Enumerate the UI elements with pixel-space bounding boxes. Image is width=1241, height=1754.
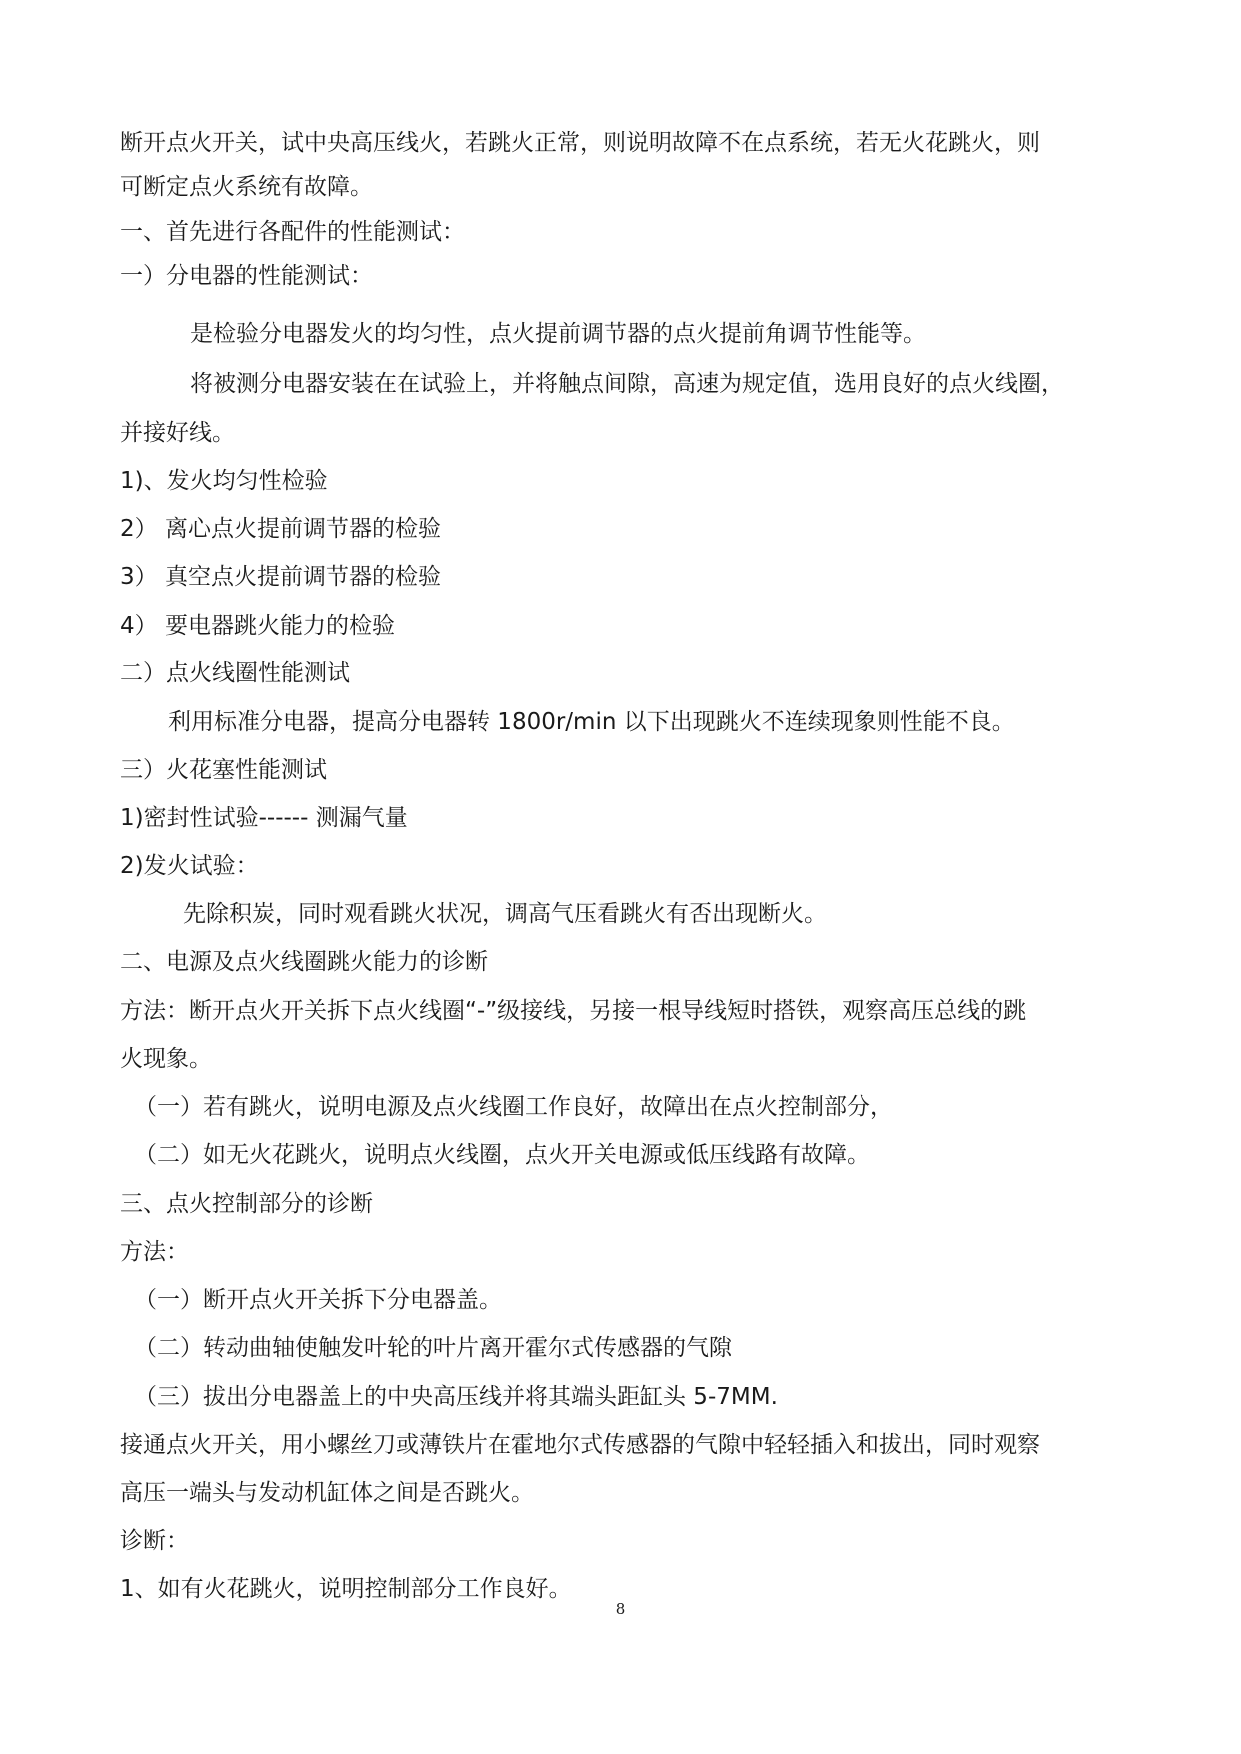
text-line: 是检验分电器发火的均匀性，点火提前调节器的点火提前角调节性能等。 xyxy=(190,321,926,347)
text-line: 利用标准分电器，提高分电器转 1800r/min 以下出现跳火不连续现象则性能不良。 xyxy=(168,709,1015,735)
text-line: 方法：断开点火开关拆下点火线圈“-”级接线，另接一根导线短时搭铁，观察高压总线的跳 xyxy=(120,998,1027,1024)
list-item: 4） 要电器跳火能力的检验 xyxy=(120,613,395,639)
list-item: 1)、发火均匀性检验 xyxy=(120,468,328,494)
text-line: 1、如有火花跳火，说明控制部分工作良好。 xyxy=(120,1576,572,1602)
text-line: 可断定点火系统有故障。 xyxy=(120,174,373,200)
list-item: 3） 真空点火提前调节器的检验 xyxy=(120,564,441,590)
section-heading: 二、电源及点火线圈跳火能力的诊断 xyxy=(120,949,488,975)
text-line: 将被测分电器安装在在试验上，并将触点间隙，高速为规定值，选用良好的点火线圈， xyxy=(190,371,1064,397)
section-heading: 一、首先进行各配件的性能测试： xyxy=(120,219,465,245)
section-heading: 三、点火控制部分的诊断 xyxy=(120,1191,373,1217)
list-item: （一）断开点火开关拆下分电器盖。 xyxy=(134,1287,502,1313)
text-line: 先除积炭，同时观看跳火状况，调高气压看跳火有否出现断火。 xyxy=(183,901,827,927)
subsection-heading: 二）点火线圈性能测试 xyxy=(120,660,350,686)
page-number: 8 xyxy=(615,1600,626,1618)
list-item: 2)发火试验： xyxy=(120,853,259,879)
list-item: （二）转动曲轴使触发叶轮的叶片离开霍尔式传感器的气隙 xyxy=(134,1335,732,1361)
text-line: 高压一端头与发动机缸体之间是否跳火。 xyxy=(120,1480,534,1506)
subsection-heading: 三）火花塞性能测试 xyxy=(120,757,327,783)
list-item: （一）若有跳火，说明电源及点火线圈工作良好，故障出在点火控制部分， xyxy=(134,1094,893,1120)
text-line: 接通点火开关，用小螺丝刀或薄铁片在霍地尔式传感器的气隙中轻轻插入和拔出，同时观察 xyxy=(120,1432,1040,1458)
list-item: （二）如无火花跳火，说明点火线圈，点火开关电源或低压线路有故障。 xyxy=(134,1142,870,1168)
text-line: 诊断： xyxy=(120,1528,189,1554)
text-line: 方法： xyxy=(120,1239,189,1265)
list-item: 2） 离心点火提前调节器的检验 xyxy=(120,516,441,542)
text-line: 断开点火开关，试中央高压线火，若跳火正常，则说明故障不在点系统，若无火花跳火，则 xyxy=(120,130,1040,156)
list-item: 1)密封性试验------ 测漏气量 xyxy=(120,805,408,831)
subsection-heading: 一）分电器的性能测试： xyxy=(120,263,373,289)
list-item: （三）拔出分电器盖上的中央高压线并将其端头距缸头 5-7MM. xyxy=(134,1384,778,1410)
text-line: 并接好线。 xyxy=(120,420,235,446)
text-line: 火现象。 xyxy=(120,1046,212,1072)
